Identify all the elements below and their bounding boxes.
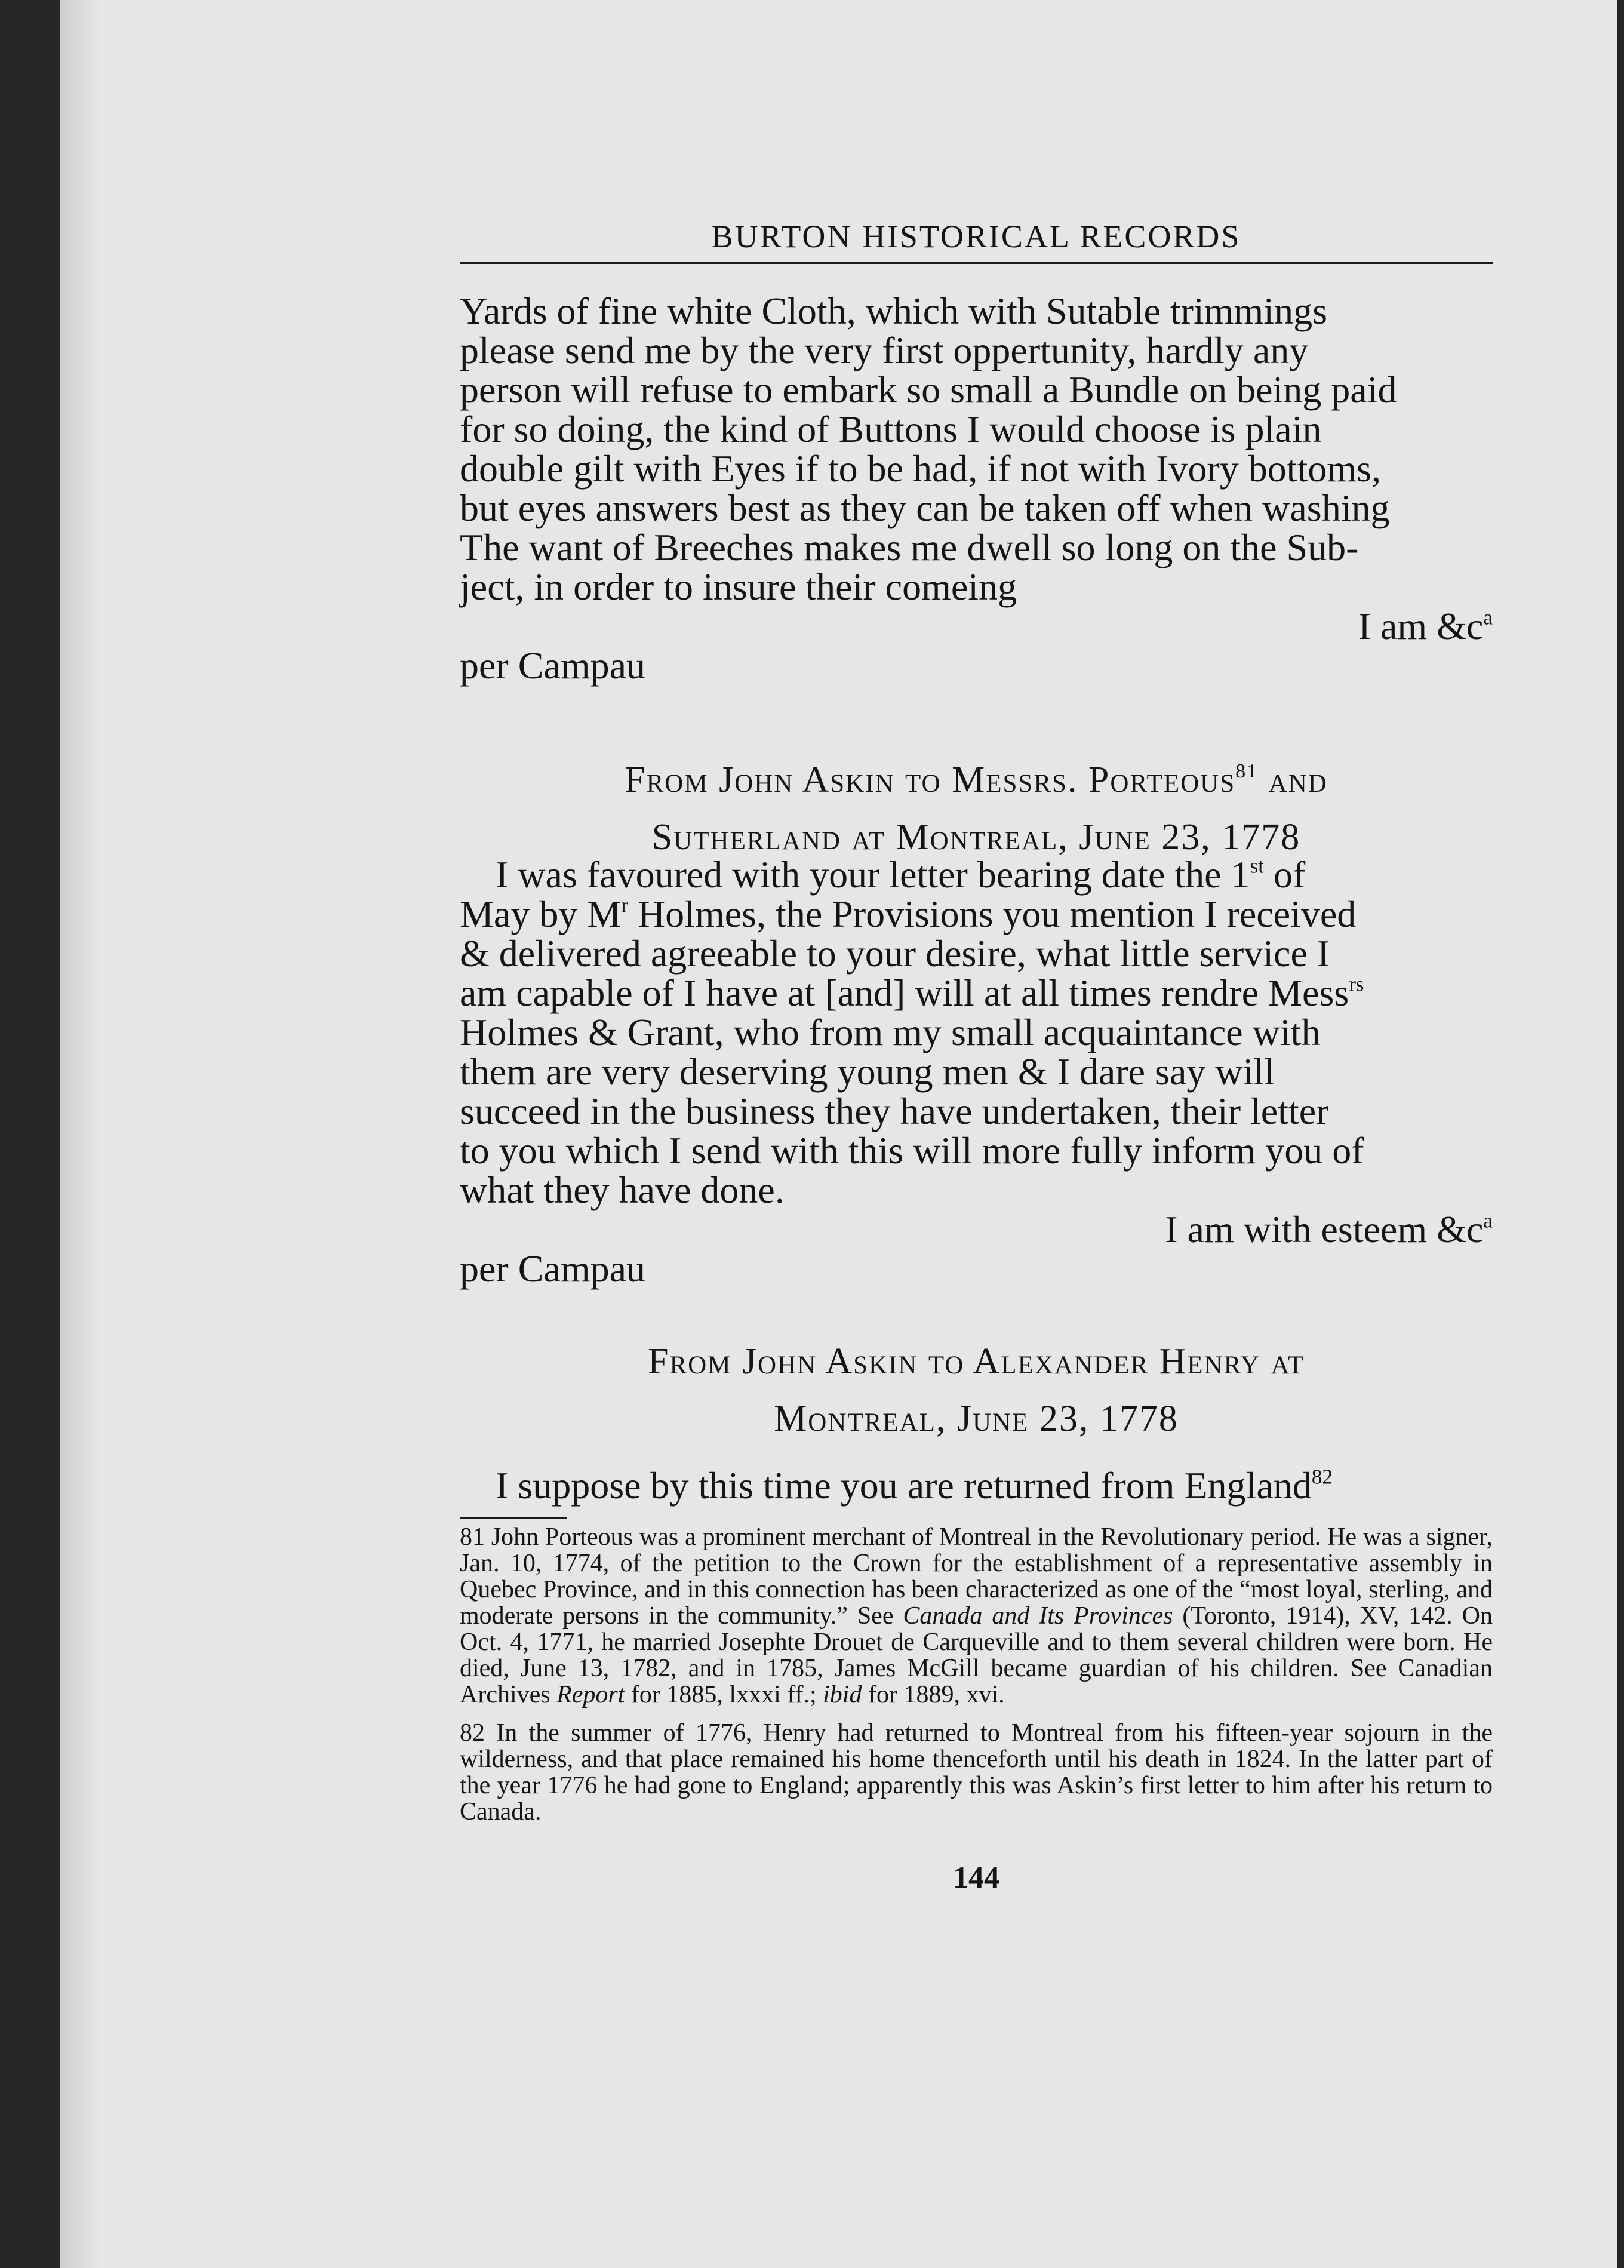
text-line: what they have done.	[460, 1169, 785, 1211]
letter1-closing: I am $\&c^a$	[1358, 605, 1493, 647]
footnote-marker: 82	[460, 1719, 485, 1747]
heading-line: From John Askin to Messrs. Porteous$^{81}$ and	[625, 760, 1328, 800]
text-line: for so doing, the kind of Buttons I would choose is plain	[460, 408, 1322, 450]
footnote-81: 81 John Porteous was a prominent merchant of Montreal in the Revolutionary period. He was a signer, Jan. 10, 1774, of the petition to the Crown for the establishment of a representative assembly in Quebec Province, and in this connection has been characterized as one of the “most loyal, sterling, and moderate persons in the community.” See Canada and Its Provinces (Toronto, 1914), XV, 142. On Oct. 4, 1771, he married Josephte Drouet de Carqueville and to them several children were born. He died, June 13, 1782, and in 1785, James McGill became guardian of his children. See Canadian Archives Report for 1885, lxxxi ff.; ibid for 1889, xvi.	[460, 1523, 1493, 1708]
text-line: them are very deserving young men & I dare say will	[460, 1050, 1275, 1093]
heading-line: Sutherland at Montreal, June 23, 1778	[651, 817, 1301, 858]
letter3-heading	[460, 1333, 1493, 1448]
text-line: to you which I send with this will more fully inform you of	[460, 1129, 1364, 1172]
letter3-body	[460, 1466, 1493, 1505]
letter2-heading	[460, 751, 1493, 866]
footnote-marker: 81	[460, 1523, 485, 1551]
letter1-body	[460, 291, 1493, 686]
text-line: succeed in the business they have undertaken, their letter	[460, 1090, 1329, 1132]
running-header: BURTON HISTORICAL RECORDS	[711, 219, 1241, 254]
text-line: Holmes & Grant, who from my small acquaintance with	[460, 1011, 1321, 1053]
text-line: double gilt with Eyes if to be had, if not with Ivory bottoms,	[460, 447, 1381, 490]
letter2-carrier: per Campau	[460, 1247, 645, 1290]
letter2-body	[460, 855, 1493, 1289]
text-line: May by $M^r$ Holmes, the Provisions you mention I received	[460, 893, 1357, 935]
heading-line: Montreal, June 23, 1778	[774, 1399, 1179, 1439]
text-line: Yards of fine white Cloth, which with Sutable trimmings	[460, 290, 1327, 332]
text-line: & delivered agreeable to your desire, what little service I	[460, 932, 1330, 975]
text-line: The want of Breeches makes me dwell so long on the Sub-	[460, 526, 1359, 568]
gutter-shadow	[60, 0, 102, 2268]
text-line: ject, in order to insure their comeing	[460, 566, 1017, 608]
text-line: I was favoured with your letter bearing date the 1st of	[496, 853, 1306, 896]
text-line: am capable of I have at [and] will at all times rendre Mess$^{rs}$	[460, 972, 1364, 1014]
text-line: but eyes answers best as they can be taken off when washing	[460, 487, 1390, 529]
letter1-carrier: per Campau	[460, 644, 645, 687]
text-line: please send me by the very first oppertunity, hardly any	[460, 329, 1309, 371]
footnote-82: 82 In the summer of 1776, Henry had returned to Montreal from his fifteen-year sojourn in the wilderness, and that place remained his home thenceforth until his death in 1824. In the latter part of the year 1776 he had gone to England; apparently this was Askin’s first letter to him after his return to Canada.	[460, 1719, 1493, 1826]
header-rule	[460, 262, 1493, 264]
text-line: person will refuse to embark so small a Bundle on being paid	[460, 368, 1397, 411]
letter2-closing: I am with esteem $\&c^a$	[1165, 1208, 1493, 1250]
heading-line: From John Askin to Alexander Henry at	[647, 1341, 1305, 1382]
text-line: I suppose by this time you are returned from England$^{82}$	[496, 1464, 1333, 1507]
footnote-rule	[460, 1517, 567, 1519]
page-number: 144	[953, 1861, 999, 1895]
footnotes	[460, 1524, 1493, 1837]
